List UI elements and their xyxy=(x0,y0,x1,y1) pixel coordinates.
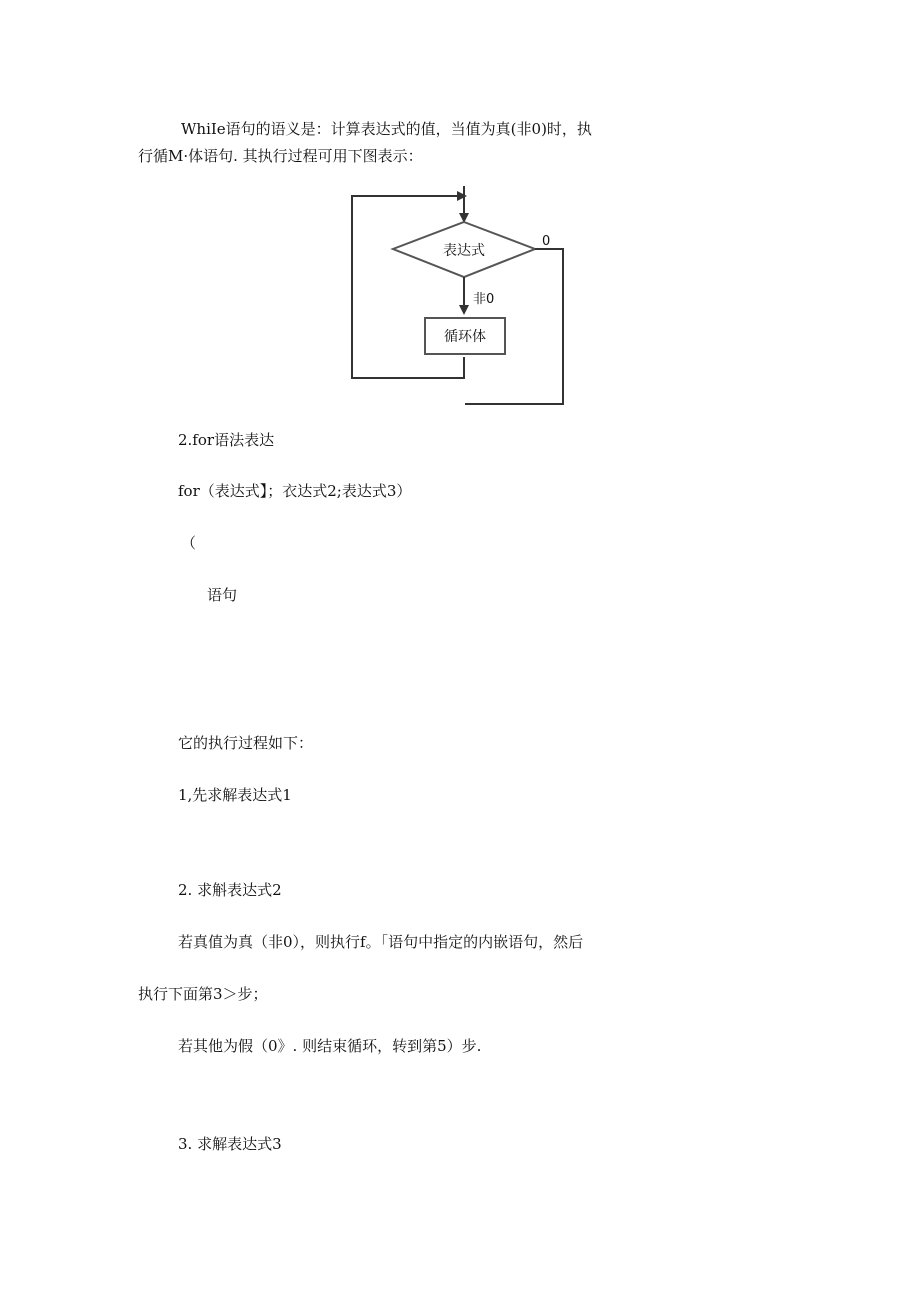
true-label: 非0 xyxy=(473,292,495,307)
step-2-true-line-1: 若真值为真（非0），则执行f。「语句中指定的内嵌语句，然后 xyxy=(178,933,584,951)
step-1: 1,先求解表达式1 xyxy=(178,786,292,804)
loop-body-label: 循环体 xyxy=(444,329,486,345)
for-syntax: for（表达式】；衣达式2;表达式3） xyxy=(178,482,412,500)
condition-label: 表达式 xyxy=(443,243,485,259)
statement-line: 语句 xyxy=(207,586,238,604)
intro-line-2: 行循M·体语句. 其执行过程可用下图表示： xyxy=(138,147,423,165)
step-2: 2. 求斛表达式2 xyxy=(178,881,282,899)
intro-line-1: WhiIe语句的语义是：计算表达式的值，当值为真(非0)时，执 xyxy=(181,120,592,138)
while-flowchart xyxy=(345,182,575,414)
false-label: 0 xyxy=(542,234,551,249)
open-paren: （ xyxy=(181,534,197,552)
step-2-true-line-2: 执行下面第3＞步； xyxy=(138,985,268,1003)
for-heading: 2.for语法表达 xyxy=(178,431,275,449)
process-intro: 它的执行过程如下： xyxy=(178,734,314,752)
step-3: 3. 求解表达式3 xyxy=(178,1135,282,1153)
step-2-false: 若其他为假（0》. 则结束循环，转到第5）步. xyxy=(178,1037,482,1055)
